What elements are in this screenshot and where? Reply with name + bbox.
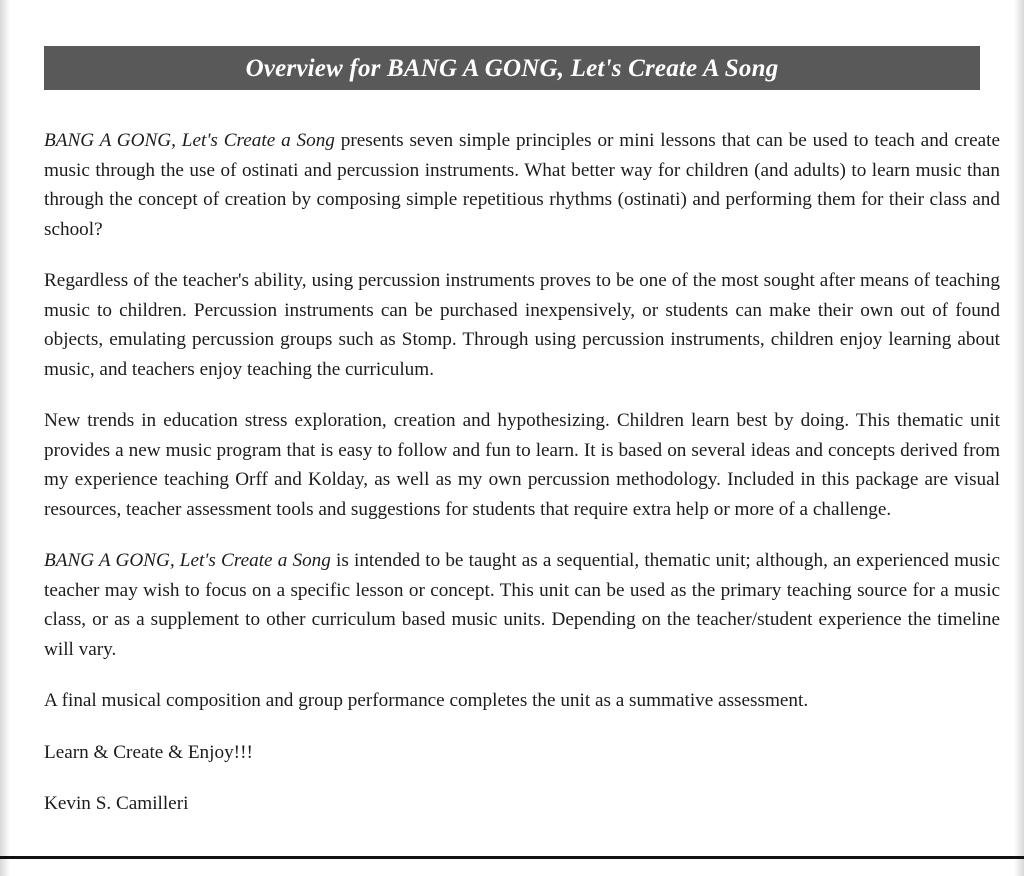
page-title-bar [44, 46, 980, 90]
page-left-edge-shadow [0, 0, 10, 876]
paragraph-5-text: A final musical composition and group performance completes the unit as a summative assessment. [44, 690, 809, 711]
paragraph-3 [44, 406, 1000, 524]
paragraph-4-text: is intended to be taught as a sequential, thematic unit; although, an experienced music teacher may wish to focus on a specific lesson or concept. This unit can be used as the primary teaching source for a music class, or as a supplement to other curriculum based music units. Depending on the teacher/student experience the timeline will vary. [44, 550, 1000, 660]
page-content [44, 0, 1001, 841]
paragraph-4 [44, 546, 1000, 664]
paragraph-5 [44, 686, 1000, 716]
signature-line: Kevin S. Camilleri [44, 793, 189, 814]
paragraph-2 [44, 266, 1000, 384]
page-right-edge-shadow [1014, 0, 1024, 876]
paragraph-2-text: Regardless of the teacher's ability, using percussion instruments proves to be one of the most sought after means of teaching music to children. Percussion instruments can be purchased inexpensively, or students can make their own out of found objects, emulating percussion groups such as Stomp. Through using percussion instruments, children enjoy learning about music, and teachers enjoy teaching the curriculum. [44, 270, 1000, 380]
paragraph-1-text: presents seven simple principles or mini lessons that can be used to teach and create music through the use of ostinati and percussion instruments. What better way for children (and adults) to learn music than through the concept of creation by composing simple repetitious rhythms (ostinati) and performing them for their class and school? [44, 130, 1001, 240]
paragraph-3-text: New trends in education stress exploration, creation and hypothesizing. Children learn best by doing. This thematic unit provides a new music program that is easy to follow and fun to learn. It is based on several ideas and concepts derived from my experience teaching Orff and Kolday, as well as my own percussion methodology. Included in this package are visual resources, teacher assessment tools and suggestions for students that require extra help or more of a challenge. [44, 410, 1000, 520]
document-body [44, 126, 1000, 819]
page-title: Overview for BANG A GONG, Let's Create A Song [245, 54, 779, 82]
closing-line: Learn & Create & Enjoy!!! [44, 741, 253, 763]
page-bottom-rule [0, 856, 1024, 859]
paragraph-1-italic-lead: BANG A GONG, Let's Create a Song [44, 130, 335, 151]
paragraph-1 [44, 126, 1000, 244]
paragraph-4-italic-lead: BANG A GONG, Let's Create a Song [44, 550, 331, 571]
